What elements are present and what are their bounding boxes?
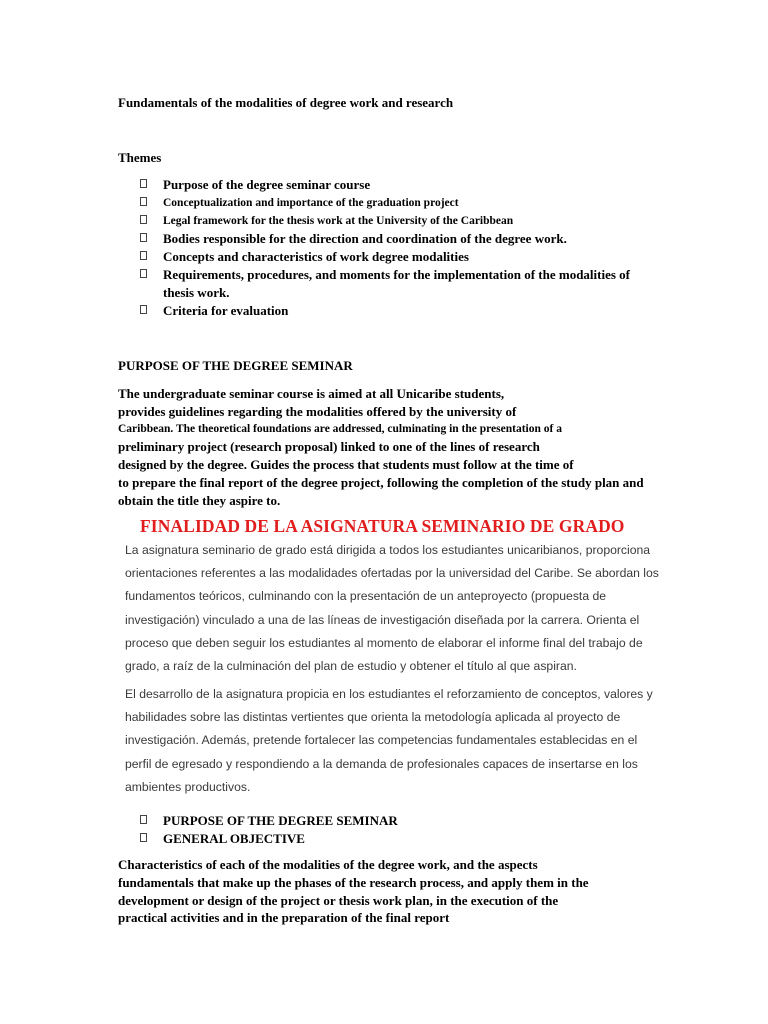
paragraph-line: development or design of the project or thesis work plan, in the execution of the	[118, 892, 559, 908]
paragraph-line: fundamentos teóricos, culminando con la presentación de un anteproyecto (propuesta de	[125, 589, 607, 604]
list-item-text: PURPOSE OF THE DEGREE SEMINAR	[163, 813, 398, 828]
checkbox-bullet-icon	[140, 833, 147, 842]
checkbox-bullet-icon	[140, 815, 147, 824]
list-item-text: Legal framework for the thesis work at the University of the Caribbean	[163, 215, 514, 227]
checkbox-bullet-icon	[140, 215, 147, 224]
paragraph-line: grado, a raíz de la culminación del plan de estudio y obtener el título al que aspiran.	[125, 659, 577, 674]
list-item	[140, 830, 680, 848]
list-item	[140, 212, 680, 230]
checkbox-bullet-icon	[140, 233, 147, 242]
paragraph-line: preliminary project (research proposal) linked to one of the lines of research	[118, 439, 540, 455]
excerpt-paragraph-2	[125, 683, 665, 799]
purpose-paragraph	[118, 385, 678, 510]
paragraph-line: to prepare the final report of the degree project, following the completion of the study plan and	[118, 474, 644, 490]
paragraph-line: perfil de egresado y respondiendo a la demanda de profesionales capaces de insertarse en los	[125, 756, 638, 771]
list-item	[140, 176, 680, 194]
paragraph-line: obtain the title they aspire to.	[118, 492, 281, 508]
paragraph-line: orientaciones referentes a las modalidades ofertadas por la universidad del Caribe. Se abordan los	[125, 566, 659, 581]
list-item-text: Criteria for evaluation	[163, 303, 289, 318]
paragraph-line: proceso que deben seguir los estudiantes al momento de elaborar el informe final del trabajo de	[125, 635, 643, 650]
list-item-text: thesis work.	[163, 285, 230, 300]
checkbox-bullet-icon	[140, 269, 147, 278]
paragraph-line: The undergraduate seminar course is aimed at all Unicaribe students,	[118, 386, 505, 401]
list-item-text: Conceptualization and importance of the graduation project	[163, 197, 459, 209]
purpose-heading: PURPOSE OF THE DEGREE SEMINAR	[118, 358, 353, 373]
characteristics-paragraph	[118, 856, 678, 927]
paragraph-line: habilidades sobre las distintas vertientes que orienta la metodología aplicada al proyecto de	[125, 710, 621, 725]
list-item	[140, 302, 680, 320]
themes-heading: Themes	[118, 150, 162, 165]
list-item-text: GENERAL OBJECTIVE	[163, 831, 305, 846]
list-item	[140, 266, 680, 284]
list-item	[140, 248, 680, 266]
list-item-text: Concepts and characteristics of work degree modalities	[163, 249, 469, 264]
paragraph-line: provides guidelines regarding the modalities offered by the university of	[118, 403, 517, 419]
paragraph-line: ambientes productivos.	[125, 779, 251, 794]
paragraph-line: investigación. Además, pretende fortalecer las competencias fundamentales establecidas en el	[125, 733, 638, 748]
excerpt-paragraph-1	[125, 539, 665, 678]
paragraph-line: Characteristics of each of the modalities of the degree work, and the aspects	[118, 857, 538, 872]
list-item	[140, 194, 680, 212]
list-item-text: Purpose of the degree seminar course	[163, 177, 371, 192]
paragraph-line: investigación) vinculado a una de las líneas de investigación diseñada por la carrera. Orienta el	[125, 612, 640, 627]
paragraph-line: Caribbean. The theoretical foundations are addressed, culminating in the presentation of a	[118, 422, 562, 435]
paragraph-line: El desarrollo de la asignatura propicia en los estudiantes el reforzamiento de conceptos, valores y	[125, 687, 653, 701]
excerpt-title: FINALIDAD DE LA ASIGNATURA SEMINARIO DE GRADO	[140, 516, 625, 536]
checkbox-bullet-icon	[140, 197, 147, 206]
checkbox-bullet-icon	[140, 179, 147, 188]
checkbox-bullet-icon	[140, 251, 147, 260]
list-item	[140, 812, 680, 830]
list-item	[140, 230, 680, 248]
list-item-continuation	[140, 284, 680, 302]
document-title: Fundamentals of the modalities of degree work and research	[118, 95, 454, 110]
paragraph-line: La asignatura seminario de grado está dirigida a todos los estudiantes unicaribianos, proporciona	[125, 543, 651, 557]
checkbox-bullet-icon	[140, 305, 147, 314]
paragraph-line: practical activities and in the preparation of the final report	[118, 910, 450, 926]
paragraph-line: fundamentals that make up the phases of the research process, and apply them in the	[118, 874, 589, 890]
list-item-text: Bodies responsible for the direction and coordination of the degree work.	[163, 231, 567, 246]
paragraph-line: designed by the degree. Guides the process that students must follow at the time of	[118, 457, 574, 473]
themes-list	[140, 176, 680, 320]
list-item-text: Requirements, procedures, and moments for the implementation of the modalities of	[163, 267, 631, 282]
objectives-list	[140, 812, 680, 848]
